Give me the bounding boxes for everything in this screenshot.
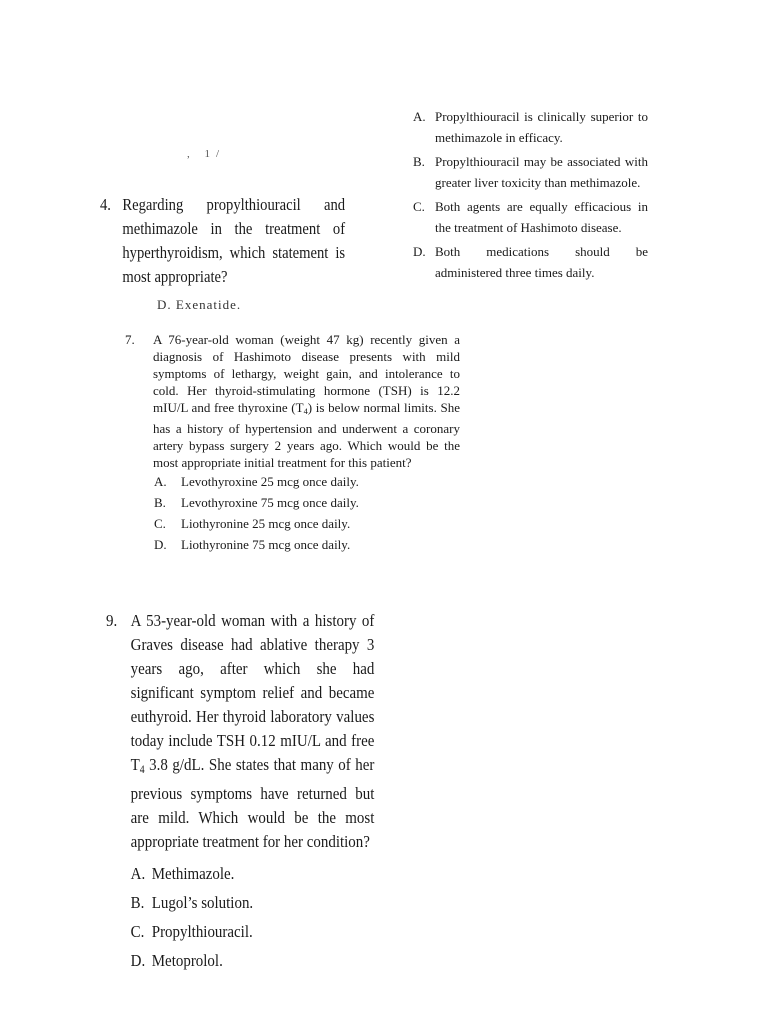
question-9 [106, 609, 374, 975]
option-letter: B. [154, 495, 166, 511]
option-letter: D. [130, 950, 146, 970]
answer-option[interactable] [106, 946, 374, 975]
question-7 [125, 331, 460, 555]
option-letter: C. [413, 199, 425, 214]
option-text: Both agents are equally efficacious in the treatment of Hashimoto disease. [435, 199, 648, 235]
answer-option[interactable] [106, 859, 374, 888]
stem-text: 3.8 g/dL. She states that many of her previous symptoms have returned but are mild. Which would be the most appropriate treatment for her condition? [130, 755, 375, 851]
question-stem: Regarding propylthiouracil and methimazole in the treatment of hyperthyroidism, which statement is most appropriate? [122, 195, 346, 286]
option-text: Propylthiouracil may be associated with greater liver toxicity than methimazole. [435, 154, 648, 190]
option-letter: A. [130, 863, 146, 883]
answer-option[interactable] [125, 492, 460, 513]
question-stem [106, 609, 374, 854]
option-letter: C. [154, 516, 166, 532]
option-text: Lugol’s solution. [151, 892, 254, 912]
option-text: Methimazole. [151, 863, 235, 883]
answer-option[interactable] [413, 151, 648, 193]
option-text: Levothyroxine 25 mcg once daily. [181, 474, 359, 490]
option-letter: B. [413, 154, 425, 169]
answer-option[interactable] [106, 917, 374, 946]
stem-text: A 76-year-old woman (weight 47 kg) recently given a diagnosis of Hashimoto disease presents with mild symptoms of lethargy, weight gain, and intolerance to cold. Her thyroid-stimulating hormone (TSH) is 12.2 mIU/L and free thyroxine (T [153, 332, 460, 415]
option-text: Propylthiouracil is clinically superior to methimazole in efficacy. [435, 109, 648, 145]
option-text: Liothyronine 75 mcg once daily. [181, 537, 351, 553]
option-text: Both medications should be administered three times daily. [435, 244, 648, 280]
option-letter: A. [154, 474, 167, 490]
stem-text: A 53-year-old woman with a history of Graves disease had ablative therapy 3 years ago, after which she had significant symptom relief and became euthyroid. Her thyroid laboratory values today include TSH 0.12 mIU/L and free T [130, 611, 375, 774]
subscript: 4 [139, 763, 145, 776]
question-4-options [413, 106, 648, 286]
question-number: 4. [100, 195, 111, 214]
answer-option[interactable] [413, 196, 648, 238]
answer-option[interactable] [106, 888, 374, 917]
question-number: 7. [125, 332, 135, 347]
subscript: 4 [303, 406, 308, 417]
cropped-text-fragment: , 1/ [187, 148, 226, 160]
option-text: Metoprolol. [151, 950, 223, 970]
answer-option[interactable] [413, 241, 648, 283]
question-stem [125, 331, 460, 471]
question-4 [100, 193, 345, 289]
option-text: Liothyronine 25 mcg once daily. [181, 516, 351, 532]
option-text: Propylthiouracil. [151, 921, 253, 941]
question-number: 9. [106, 611, 118, 630]
option-letter: B. [130, 892, 145, 912]
answer-option[interactable] [125, 513, 460, 534]
cropped-option-fragment: D. Exenatide. [157, 297, 242, 309]
option-letter: A. [413, 109, 426, 124]
option-letter: D. [154, 537, 167, 553]
option-letter: C. [130, 921, 145, 941]
option-letter: D. [413, 244, 426, 259]
option-text: Levothyroxine 75 mcg once daily. [181, 495, 359, 511]
answer-option[interactable] [125, 534, 460, 555]
answer-option[interactable] [125, 471, 460, 492]
stem-text: ) is below normal limits. She has a history of hypertension and underwent a coronary artery bypass surgery 2 years ago. Which would be the most appropriate initial treatment for this patient? [153, 400, 460, 471]
answer-option[interactable] [413, 106, 648, 148]
